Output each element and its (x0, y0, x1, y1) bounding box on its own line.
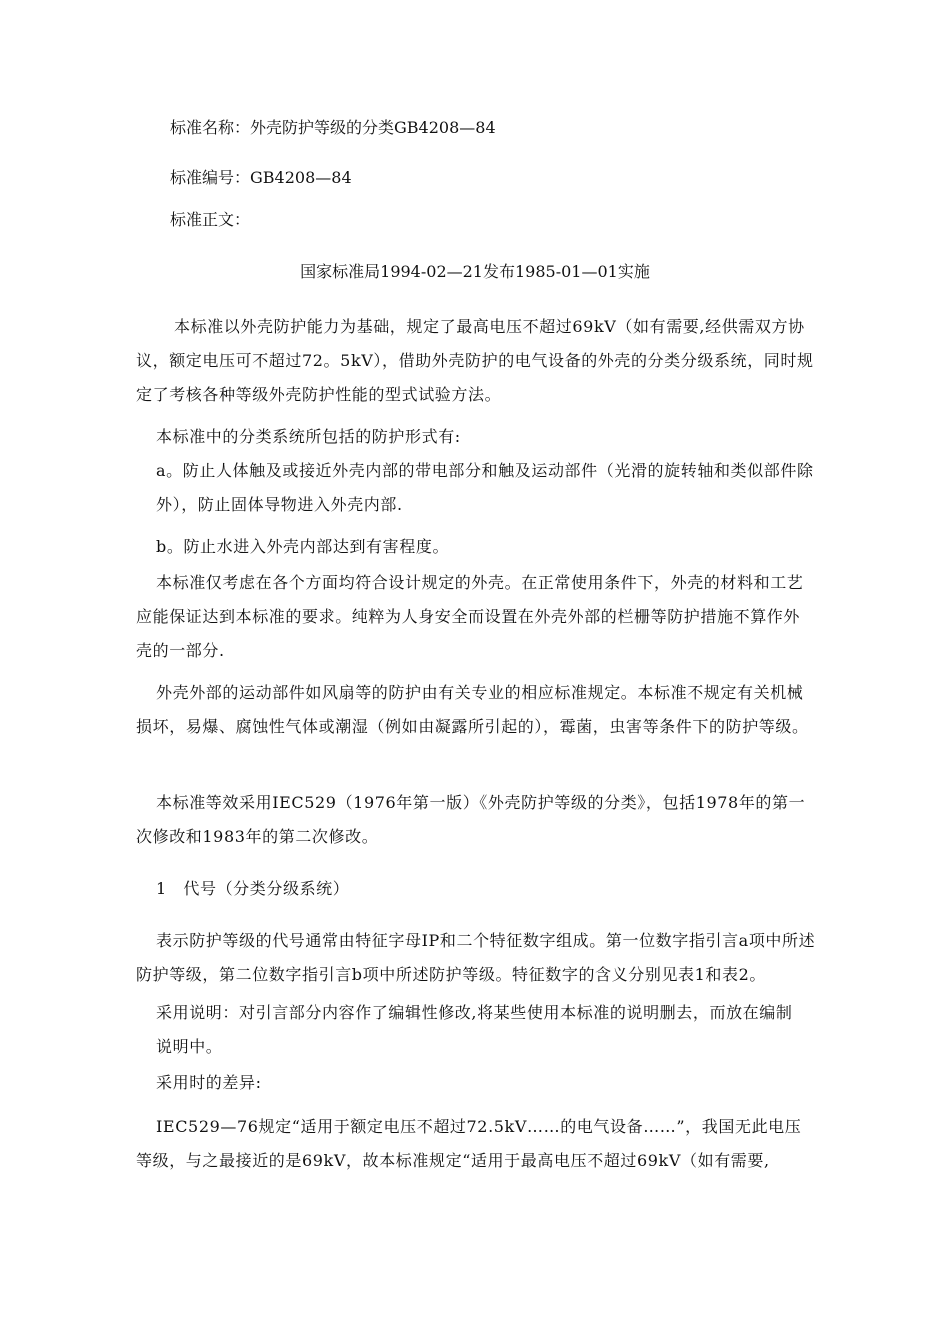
exclusions-paragraph: 外壳外部的运动部件如风扇等的防护由有关专业的相应标准规定。本标准不规定有关机械损坏，易爆、腐蚀性气体或潮湿（例如由凝露所引起的），霉菌，虫害等条件下的防护等级。 (136, 683, 809, 736)
iec-reference-paragraph: 本标准等效采用IEC529（1976年第一版）《外壳防护等级的分类》，包括1978年的第一次修改和1983年的第二次修改。 (136, 793, 806, 846)
item-a-paragraph: a。防止人体触及或接近外壳内部的带电部分和触及运动部件（光滑的旋转轴和类似部件除外），防止固体导物进入外壳内部. (156, 461, 814, 514)
adoption-note-paragraph: 采用说明：对引言部分内容作了编辑性修改,将某些使用本标准的说明删去，而放在编制 (156, 1003, 793, 1022)
issue-info: 国家标准局1994-02—21发布1985-01—01实施 (300, 262, 650, 281)
differences-label: 采用时的差异: (156, 1073, 262, 1092)
standard-body-label: 标准正文： (170, 210, 251, 229)
differences-paragraph: IEC529—76规定“适用于额定电压不超过72.5kV……的电气设备……”，我国无此电压等级，与之最接近的是69kV，故本标准规定“适用于最高电压不超过69kV（如有需要, (136, 1117, 802, 1170)
adoption-note-continuation: 说明中。 (156, 1037, 223, 1056)
protection-forms-paragraph: 本标准中的分类系统所包括的防护形式有: (156, 427, 461, 446)
intro-paragraph: 本标准以外壳防护能力为基础，规定了最高电压不超过69kV（如有需要,经供需双方协议，额定电压可不超过72。5kV），借助外壳防护的电气设备的外壳的分类分级系统，同时规定了考核各种等级外壳防护性能的型式试验方法。 (136, 317, 814, 404)
standard-number: 标准编号：GB4208—84 (170, 168, 352, 187)
scope-paragraph: 本标准仅考虑在各个方面均符合设计规定的外壳。在正常使用条件下，外壳的材料和工艺应能保证达到本标准的要求。纯粹为人身安全而设置在外壳外部的栏栅等防护措施不算作外壳的一部分. (136, 573, 804, 660)
code-description-paragraph: 表示防护等级的代号通常由特征字母IP和二个特征数字组成。第一位数字指引言a项中所述防护等级，第二位数字指引言b项中所述防护等级。特征数字的含义分别见表1和表2。 (136, 931, 816, 984)
standard-name: 标准名称：外壳防护等级的分类GB4208—84 (170, 118, 496, 137)
section-1-heading: 1 代号（分类分级系统） (156, 879, 350, 898)
item-b-paragraph: b。防止水进入外壳内部达到有害程度。 (156, 537, 450, 556)
